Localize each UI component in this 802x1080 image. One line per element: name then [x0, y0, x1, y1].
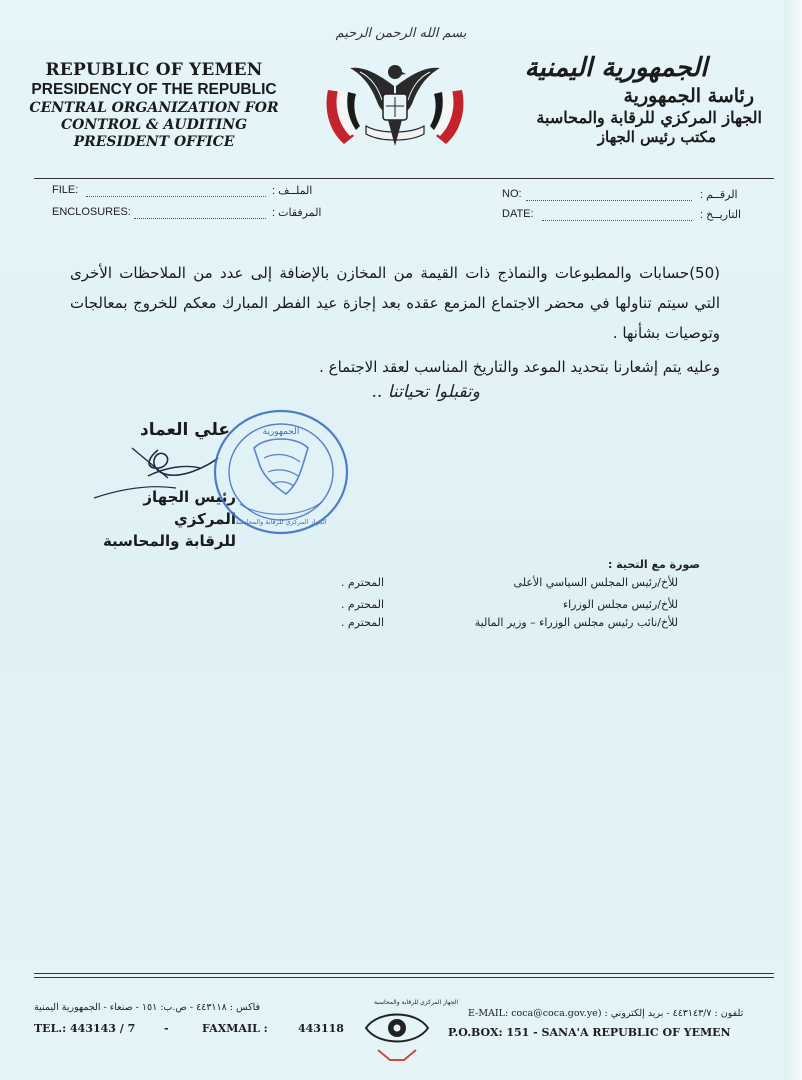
enclosures-label-ar: المرفقات : — [272, 207, 322, 219]
cc-recipient-1: للأخ/رئيس المجلس السياسي الأعلى — [513, 576, 678, 589]
official-stamp-icon — [210, 406, 352, 538]
en-presidency: PRESIDENCY OF THE REPUBLIC — [31, 80, 277, 98]
footer-fax-ar: فاكس : ٤٤٣١١٨ - ص.ب: ١٥١ - صنعاء - الجمهورية اليمنية — [34, 1002, 261, 1013]
page-edge — [784, 0, 802, 1080]
cc-honorific-3: المحترم . — [340, 616, 384, 629]
footer-faxmail-label: FAXMAIL : — [202, 1022, 268, 1035]
signatory-name: علي العماد — [140, 420, 230, 440]
stamp-top-text: الجمهورية — [262, 427, 300, 437]
date-label-ar: التاريــخ : — [700, 209, 742, 221]
english-letterhead — [20, 60, 288, 151]
signatory-title-line2: للرقابة والمحاسبة — [102, 532, 236, 550]
ar-organization: الجهاز المركزي للرقابة والمحاسبة — [536, 108, 762, 128]
en-control: CONTROL & AUDITING — [60, 116, 248, 133]
footer-faxmail-value: 443118 — [298, 1022, 344, 1035]
enclosures-label: ENCLOSURES: — [52, 206, 131, 218]
date-label: DATE: — [502, 208, 534, 220]
stamp-ring-text: الجهاز المركزي للرقابة والمحاسبة — [235, 518, 327, 526]
file-label: FILE: — [52, 184, 79, 196]
cc-honorific-2: المحترم . — [340, 598, 384, 611]
footer-tel: TEL.: 443143 / 7 — [34, 1022, 136, 1035]
no-label: NO: — [502, 188, 522, 200]
signatory-title-line1: رئيس الجهاز المركزي — [143, 488, 236, 528]
logo-caption: الجهاز المركزي للرقابة والمحاسبة — [373, 999, 459, 1006]
cc-honorific-1: المحترم . — [340, 576, 384, 589]
header-divider — [34, 178, 774, 179]
body-paragraph-1: (50)حسابات والمطبوعات والنماذج ذات القيمة من المخازن بالإضافة إلى عدد من الملاحظات الأخرى التي سيتم تناولها في محضر الاجتماع المزمع عقده بعد إجازة عيد الفطر المبارك معكم للخروج بمعالجات وتوصيات بشأنها . — [70, 264, 720, 342]
no-label-ar: الرقــم : — [700, 189, 738, 201]
ar-presidency: رئاسة الجمهورية — [623, 84, 754, 107]
date-dots — [542, 220, 692, 221]
en-republic: REPUBLIC OF YEMEN — [45, 60, 263, 80]
footer-contact-ar: تلفون : ٤٤٣١٤٣/٧ - بريد إلكتروني : (E-MAIL: coca@coca.gov.ye — [468, 1008, 744, 1019]
eye-logo-icon — [356, 990, 459, 1062]
en-organization: CENTRAL ORGANIZATION FOR — [29, 99, 279, 116]
cc-recipient-2: للأخ/رئيس مجلس الوزراء — [562, 598, 678, 611]
eagle-emblem-icon — [320, 56, 470, 152]
footer-divider-bottom — [34, 977, 774, 978]
file-label-ar: الملــف : — [272, 185, 313, 197]
cc-recipient-3: للأخ/نائب رئيس مجلس الوزراء – وزير المالية — [474, 616, 678, 629]
closing-greeting: وتقبلوا تحياتنا .. — [371, 382, 480, 402]
bismillah: بسم الله الرحمن الرحيم — [335, 26, 467, 41]
letter-body — [70, 258, 720, 382]
ar-republic: الجمهورية اليمنية — [524, 53, 708, 83]
footer-pobox: P.O.BOX: 151 - SANA'A REPUBLIC OF YEMEN — [448, 1026, 731, 1039]
cc-heading: صورة مع التحية : — [607, 558, 700, 571]
body-paragraph-2: وعليه يتم إشعارنا بتحديد الموعد والتاريخ المناسب لعقد الاجتماع . — [319, 358, 720, 376]
no-dots — [526, 200, 692, 201]
enclosures-dots — [134, 218, 266, 219]
arabic-letterhead — [500, 52, 762, 147]
footer-dash: - — [164, 1022, 169, 1035]
ar-office: مكتب رئيس الجهاز — [597, 128, 716, 147]
en-office: PRESIDENT OFFICE — [73, 133, 235, 150]
file-dots — [86, 196, 266, 197]
footer-divider-top — [34, 973, 774, 974]
